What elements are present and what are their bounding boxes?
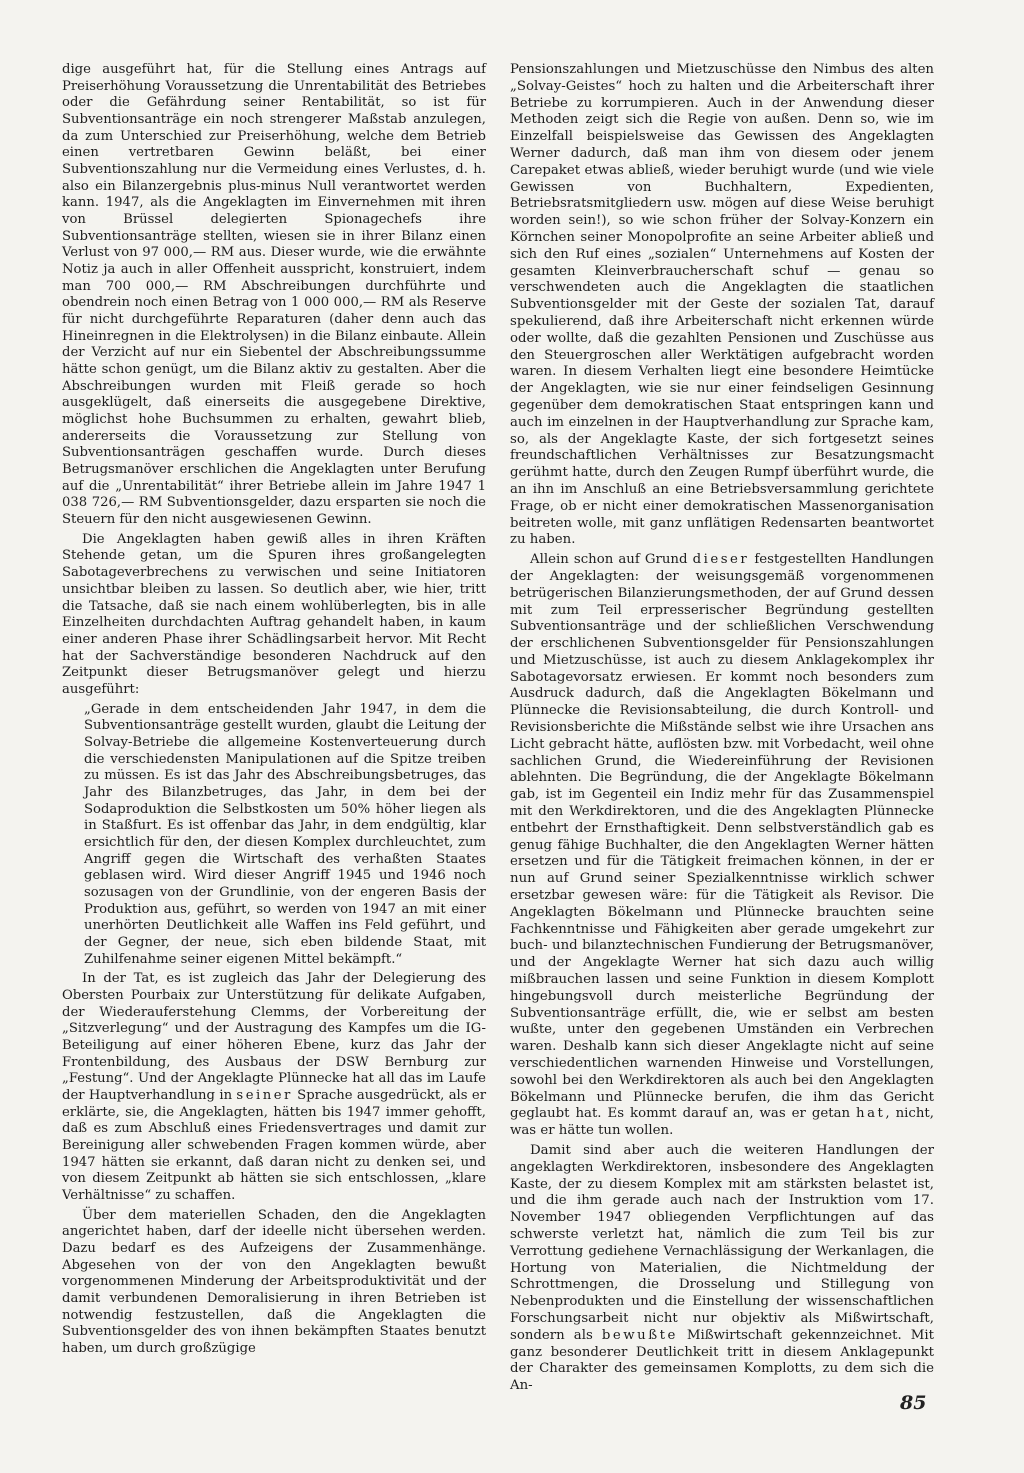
paragraph-text: Pensionszahlungen und Mietzuschüsse den Nimbus des alten „Solvay-Geistes“ hoch zu halten und die Arbeiterschaft ihrer Betriebe zu korrumpieren. Auch in der Anwendung dieser Methoden zeigt sich die Regie von außen. Denn so, wie im Einzelfall beispielsweise das Gewissen des Angeklagten Werner dadurch, daß man ihm von diesem oder jenem Carepaket etwas abließ, wieder beruhigt wurde (und wie viele Gewissen von Buchhaltern, Expedienten, Betriebsratsmitgliedern usw. mögen auf diese Weise beruhigt worden sein!), so wie schon früher der Solvay-Konzern ein Körnchen seiner Monopolprofite an seine Arbeiter abließ und sich den Ruf eines „sozialen“ Unternehmens auf Kosten der gesamten Kleinverbraucherschaft schuf — genau so verschwendeten auch die Angeklagten die staatlichen Subventionsgelder mit der Geste der sozialen Tat, darauf spekulierend, daß ihre Arbeiterschaft nicht erkennen würde oder wollte, daß die gezahlten Pensionen und Zuschüsse aus den Steuergroschen aller Werktätigen aufgebracht worden waren. In diesem Verhalten liegt eine besondere Heimtücke der Angeklagten, wie sie nur einer feindseligen Gesinnung gegenüber dem demokratischen Staat entspringen kann und auch im einzelnen in der Hauptverhandlung zur Sprache kam, so, als der Angeklagte Kaste, der sich fortgesetzt seines freundschaftlichen Verhältnisses zur Besatzungsmacht gerühmt hatte, durch den Zeugen Rumpf überführt wurde, die an ihn im Anschluß an eine Betriebsversammlung gerichtete Frage, ob er nicht einer demokratischen Massenorganisation beitreten wolle, mit ganz unflätigen Redensarten beantwortet zu haben.: [510, 62, 934, 548]
paragraph-text: festgestellten Handlungen der Angeklagten: der weisungsgemäß vorgenommenen betrügerischen Bilanzierungsmethoden, der auf Grund dessen mit zum Teil erpresserischer Begründung gestellten Subventionsanträge und der schließlichen Verschwendung der erschlichenen Subventionsgelder für Pensionszahlungen und Mietzuschüsse, ist auch zu diesem Anklagekomplex ihr Sabotagevorsatz erwiesen. Er kommt noch besonders zum Ausdruck dadurch, daß die Angeklagten Bökelmann und Plünnecke die Revisionsabteilung, die durch Kontroll- und Revisionsberichte die Mißstände selbst wie ihre Ursachen ans Licht gebracht hätte, auflösten bzw. mit Vorbedacht, weil ohne sachlichen Grund, die Wiedereinführung der Revisionen ablehnten. Die Begründung, die der Angeklagte Bökelmann gab, ist im Gegenteil ein Indiz mehr für das Zusammenspiel mit den Werkdirektoren, und die des Angeklagten Plünnecke entbehrt der Ernsthaftigkeit. Denn selbstverständlich gab es genug fähige Buchhalter, die den Angeklagten Werner hätten ersetzen und für die Tätigkeit freimachen können, in der er nun auf Grund seiner Spezialkenntnisse wirklich schwer ersetzbar gewesen wäre: für die Tätigkeit als Revisor. Die Angeklagten Bökelmann und Plünnecke brauchten seine Fachkenntnisse und Fähigkeiten aber gerade umgekehrt zur buch- und bilanztechnischen Fundierung der Betrugsmanöver, und der Angeklagte Werner hat sich dazu auch willig mißbrauchen lassen und seine Funktion in diesem Komplott hingebungsvoll durch meisterliche Begründung der Subventionsanträge erfüllt, die, wie er selbst am besten wußte, unter den gegebenen Umständen ein Verbrechen waren. Deshalb kann sich dieser Angeklagte nicht auf seine verschiedentlichen warnenden Hinweise und Vorstellungen, sowohl bei den Werkdirektoren als auch bei den Angeklagten Bökelmann und Plünnecke berufen, die ihm das Gericht geglaubt hat. Es kommt darauf an, was er getan: [510, 552, 934, 1122]
paragraph-text: Damit sind aber auch die weiteren Handlungen der angeklagten Werkdirektoren, insbesondere des Angeklagten Kaste, der zu diesem Komplex mit am stärksten belastet ist, und die ihm gerade auch nach der Instruktion vom 17. November 1947 obliegenden Verpflichtungen auf das schwerste verletzt hat, nämlich die zum Teil bis zur Verrottung gediehene Vernachlässigung der Werkanlagen, die Hortung von Materialien, die Nichtmeldung der Schrottmengen, die Drosselung und Stillegung von Nebenprodukten und die Einstellung der wissenschaftlichen Forschungsarbeit nicht nur objektiv als Mißwirtschaft, sondern als: [510, 1143, 934, 1343]
paragraph-text: , nicht, was er hätte tun wollen.: [510, 1106, 934, 1139]
paragraph-text: Über dem materiellen Schaden, den die Angeklagten angerichtet haben, darf der ideelle nicht übersehen werden. Dazu bedarf es des Aufzeigens der Zusammenhänge. Abgesehen von der von den Angeklagten bewußt vorgenommenen Minderung der Arbeitsproduktivität und der damit verbundenen Demoralisierung in ihren Betrieben ist notwendig festzustellen, daß die Angeklagten die Subventionsgelder des von ihnen bekämpften Staates benutzt haben, um durch großzügige: [62, 1207, 486, 1357]
emphasized-text: seiner: [236, 1087, 293, 1103]
paragraph: [62, 1208, 486, 1358]
emphasized-text: dieser: [692, 552, 750, 568]
paragraph-text: dige ausgeführt hat, für die Stellung eines Antrags auf Preiserhöhung Voraussetzung die Unrentabilität des Betriebes oder die Gefährdung seiner Rentabilität, so ist für Subventionsanträge ein noch strengerer Maßstab anzulegen, da zum Unterschied zur Preiserhöhung, welche dem Betrieb einen vertretbaren Gewinn beläßt, bei einer Subventionszahlung nur die Vermeidung eines Verlustes, d. h. also ein Bilanzergebnis plus-minus Null verantwortet werden kann. 1947, als die Angeklagten im Einvernehmen mit ihren von Brüssel delegierten Spionagechefs ihre Subventionsanträge stellten, wiesen sie in ihrer Bilanz einen Verlust von 97 000,— RM aus. Dieser wurde, wie die erwähnte Notiz ja auch in aller Offenheit ausspricht, konstruiert, indem man 700 000,— RM Abschreibungen durchführte und obendrein noch einen Betrag von 1 000 000,— RM als Reserve für nicht durchgeführte Reparaturen (daher denn auch das Hineinregnen in die Elektrolysen) in die Bilanz einbaute. Allein der Verzicht auf nur ein Siebentel der Abschreibungssumme hätte schon genügt, um die Bilanz aktiv zu gestalten. Aber die Abschreibungen wurden mit Fleiß gerade so hoch ausgeklügelt, daß einerseits die ausgegebene Direktive, möglichst hohe Buchsummen zu erhalten, gewahrt blieb, andererseits die Voraussetzung zur Stellung von Subventionsanträgen geschaffen wurde. Durch dieses Betrugsmanöver erschlichen die Angeklagten unter Berufung auf die „Unrentabilität“ ihrer Betriebe allein im Jahre 1947 1 038 726,— RM Subventionsgelder, dazu ersparten sie noch die Steuern für den nicht ausgewiesenen Gewinn.: [62, 62, 486, 528]
paragraph-text: Allein schon auf Grund: [530, 552, 693, 568]
paragraph-text: Sprache ausgedrückt, als er erklärte, sie, die Angeklagten, hätten bis 1947 immer gehofft, daß es zum Abschluß eines Friedensvertrages und damit zur Bereinigung aller schwebenden Fragen kommen würde, aber 1947 hätten sie erkannt, daß daran nicht zu denken sei, und von diesem Zeitpunkt ab hätten sie sich entschlossen, „klare Verhältnisse“ zu schaffen.: [62, 1087, 486, 1204]
paragraph-text: „Gerade in dem entscheidenden Jahr 1947, in dem die Subventionsanträge gestellt wurden, glaubt die Leitung der Solvay-Betriebe die allgemeine Kostenverteuerung durch die verschiedensten Manipulationen auf die Spitze treiben zu müssen. Es ist das Jahr des Abschreibungsbetruges, das Jahr des Bilanzbetruges, das Jahr, in dem bei der Sodaproduktion die Selbstkosten um 50% höher liegen als in Staßfurt. Es ist offenbar das Jahr, in dem endgültig, klar ersichtlich für den, der diesen Komplex durchleuchtet, zum Angriff gegen die Wirtschaft des verhaßten Staates geblasen wird. Wird dieser Angriff 1945 und 1946 noch sozusagen von der Grundlinie, von der engeren Basis der Produktion aus, geführt, so werden von 1947 an mit einer unerhörten Deutlichkeit alle Waffen ins Feld geführt, und der Gegner, der neue, sich eben bildende Staat, mit Zuhilfenahme seiner eigenen Mittel bekämpft.“: [84, 701, 486, 967]
paragraph: [62, 62, 486, 529]
quoted-paragraph: [62, 702, 486, 969]
paragraph: [510, 62, 934, 549]
paragraph: [62, 971, 486, 1204]
left-column: [62, 62, 486, 1358]
page-number: 85: [900, 1392, 927, 1414]
paragraph-text: In der Tat, es ist zugleich das Jahr der Delegierung des Obersten Pourbaix zur Unterstützung für delikate Aufgaben, der Wiederauferstehung Clemms, der Vorbereitung der „Sitzverlegung“ und der Austragung des Kampfes um die IG-Beteiligung auf einer höheren Ebene, kurz das Jahr der Frontenbildung, des Ausbaus der DSW Bernburg zur „Festung“. Und der Angeklagte Plünnecke hat all das im Laufe der Hauptverhandlung in: [62, 971, 486, 1103]
emphasized-text: bewußte: [601, 1327, 678, 1343]
paragraph-text: Mißwirtschaft gekennzeichnet. Mit ganz besonderer Deutlichkeit tritt in diesem Anklagepunkt der Charakter des gemeinsamen Komplotts, zu dem sich die An-: [510, 1327, 934, 1394]
right-column: [510, 62, 934, 1395]
paragraph-text: Die Angeklagten haben gewiß alles in ihren Kräften Stehende getan, um die Spuren ihres großangelegten Sabotageverbrechens zu verwischen und seine Initiatoren unsichtbar bleiben zu lassen. So deutlich aber, wie hier, tritt die Tatsache, daß sie nach einem wohlüberlegten, bis in alle Einzelheiten durchdachten Auftrag gehandelt haben, in kaum einer anderen Phase ihrer Schädlingsarbeit hervor. Mit Recht hat der Sachverständige besonderen Nachdruck auf den Zeitpunkt dieser Betrugsmanöver gelegt und hierzu ausgeführt:: [62, 531, 486, 697]
paragraph: [510, 552, 934, 1140]
document-page: [62, 62, 962, 1412]
paragraph: [62, 532, 486, 699]
paragraph: [510, 1143, 934, 1395]
emphasized-text: hat: [856, 1106, 886, 1122]
